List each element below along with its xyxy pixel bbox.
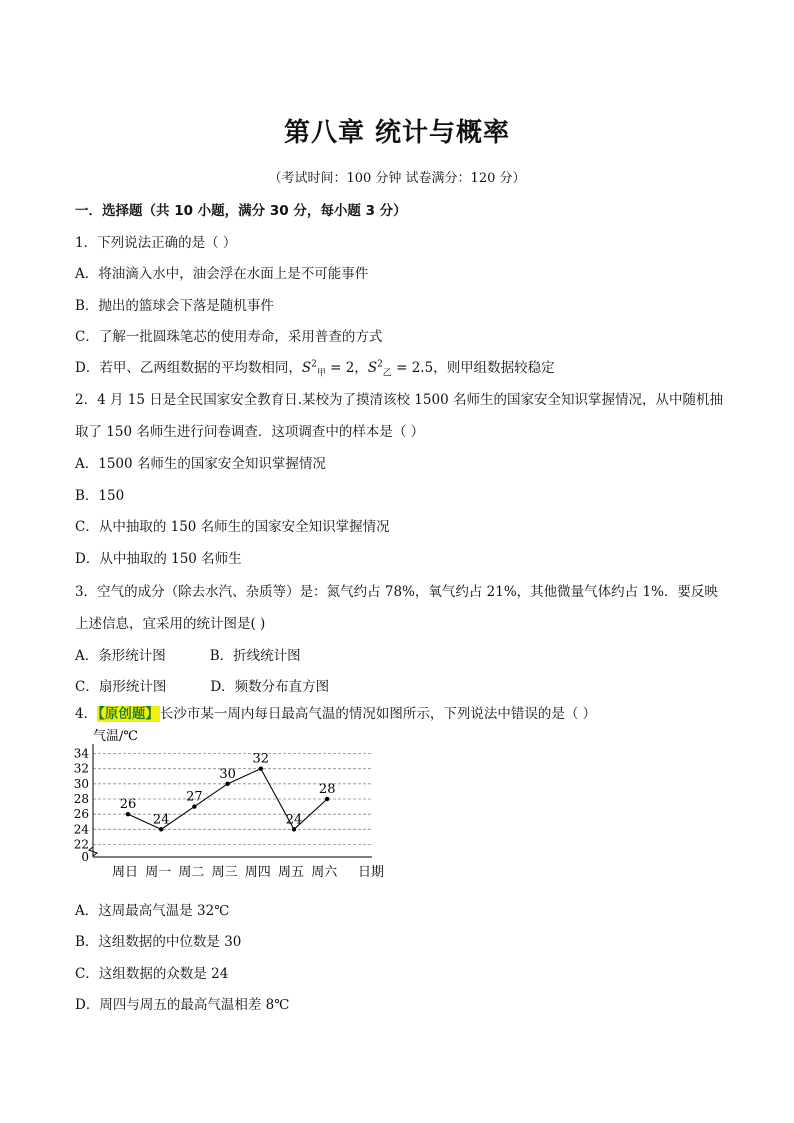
y-tick-label: 32 <box>73 761 89 776</box>
exam-info: （考试时间：100 分钟 试卷满分：120 分） <box>268 171 526 186</box>
data-label: 26 <box>119 797 137 813</box>
data-point <box>159 827 163 831</box>
data-label: 30 <box>219 766 236 782</box>
data-label: 27 <box>186 789 203 805</box>
variance-value-1: = 2， <box>325 360 368 376</box>
data-point <box>126 812 130 816</box>
x-tick-label: 周二 <box>178 865 205 880</box>
q2-option-d: D．从中抽取的 150 名师生 <box>75 551 242 567</box>
data-label: 28 <box>318 782 336 797</box>
data-point <box>292 827 296 831</box>
q3-options-row1 <box>75 644 301 664</box>
q2-option-c: C．从中抽取的 150 名师生的国家安全知识掌握情况 <box>75 519 390 535</box>
q1-option-b: B．抛出的篮球会下落是随机事件 <box>75 298 274 314</box>
y-tick-label: 28 <box>73 792 89 806</box>
variance-value-2: = 2.5， <box>391 360 447 376</box>
x-tick-label: 周日 <box>111 865 139 880</box>
original-question-tag: 【原创题】 <box>98 706 159 722</box>
q3-option-a: A．条形统计图 <box>75 648 166 664</box>
y-axis-label: 气温/℃ <box>93 729 138 744</box>
variance-symbol-1: $S^2_甲$ <box>301 359 326 379</box>
temperature-line-chart <box>60 722 400 887</box>
variance-symbol-2: $S^2_乙$ <box>367 359 392 379</box>
q2-option-a: A．1500 名师生的国家安全知识掌握情况 <box>75 456 326 472</box>
q1-stem: 1．下列说法正确的是（ ） <box>75 235 237 251</box>
q3-stem-line1: 3．空气的成分（除去水汽、杂质等）是：氮气约占 78%，氧气约占 21%，其他微量气体约占 1%．要反映 <box>75 584 718 600</box>
q1-d-suffix: 则甲组数据较稳定 <box>446 360 555 376</box>
q2-option-b: B．150 <box>75 488 125 504</box>
q2-stem-line2: 取了 150 名师生进行问卷调查．这项调查中的样本是（ ） <box>75 424 425 440</box>
q3-option-b: B．折线统计图 <box>209 648 301 664</box>
y-tick-label: 34 <box>73 746 89 761</box>
q2-stem-line1: 2．4 月 15 日是全民国家安全教育日.某校为了摸清该校 1500 名师生的国家安全知识掌握情况，从中随机抽 <box>75 392 723 408</box>
x-tick-label: 周六 <box>311 865 338 880</box>
y-tick-label: 24 <box>73 822 89 837</box>
q3-options-row2 <box>75 675 329 695</box>
q4-option-a: A．这周最高气温是 32℃ <box>75 903 230 919</box>
q4-stem <box>75 702 596 722</box>
data-point <box>325 797 329 801</box>
y-tick-label: 26 <box>73 807 89 822</box>
q4-number: 4． <box>75 706 98 722</box>
q4-option-d: D．周四与周五的最高气温相差 8℃ <box>75 997 290 1013</box>
q1-option-a: A．将油滴入水中，油会浮在水面上是不可能事件 <box>75 266 369 282</box>
q3-stem-line2: 上述信息，宜采用的统计图是( ) <box>75 616 266 632</box>
x-tick-label: 周三 <box>211 865 238 880</box>
data-point <box>192 804 196 808</box>
data-point <box>225 782 229 786</box>
q3-option-c: C．扇形统计图 <box>75 679 167 695</box>
data-label: 24 <box>152 812 170 828</box>
q4-option-b: B．这组数据的中位数是 30 <box>75 934 242 950</box>
x-tick-label: 周五 <box>277 865 305 880</box>
x-tick-label: 周一 <box>145 865 172 880</box>
data-point <box>259 766 263 770</box>
x-tick-label: 周四 <box>244 865 271 880</box>
q1-option-c: C．了解一批圆珠笔芯的使用寿命，采用普查的方式 <box>75 329 383 345</box>
q4-option-c: C．这组数据的众数是 24 <box>75 966 229 982</box>
y-tick-label: 0 <box>81 850 89 864</box>
q1-d-prefix: D．若甲、乙两组数据的平均数相同， <box>75 360 302 376</box>
page-title: 第八章 统计与概率 <box>283 118 511 148</box>
data-label: 24 <box>285 812 303 828</box>
section-heading: 一．选择题（共 10 小题，满分 30 分，每小题 3 分） <box>75 203 407 219</box>
q3-option-d: D．频数分布直方图 <box>210 679 330 695</box>
q1-option-d <box>75 356 555 379</box>
y-tick-label: 22 <box>73 837 89 852</box>
data-label: 32 <box>252 751 270 767</box>
y-tick-label: 30 <box>73 776 89 791</box>
q4-stem-text: 长沙市某一周内每日最高气温的情况如图所示，下列说法中错误的是（ ） <box>159 706 597 722</box>
x-axis-label: 日期 <box>358 865 385 880</box>
